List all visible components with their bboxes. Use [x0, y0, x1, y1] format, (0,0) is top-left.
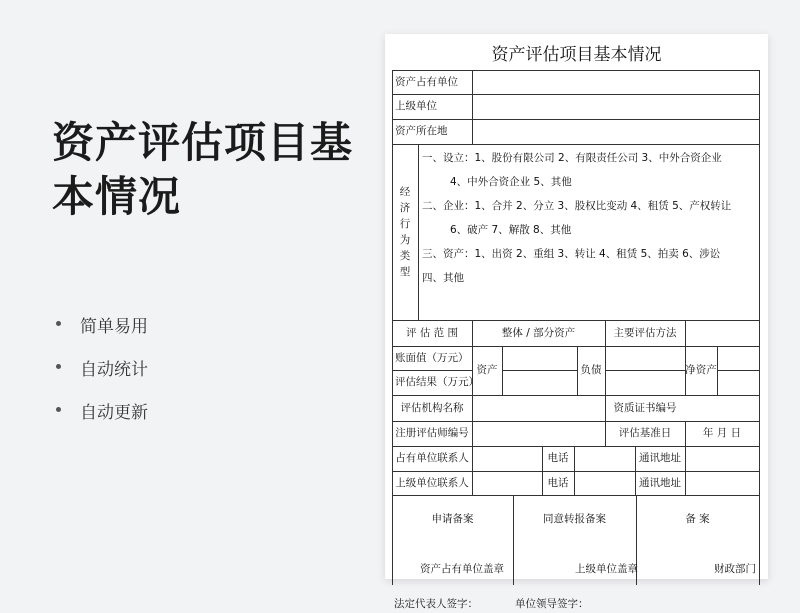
- econ-line: 三、资产：1、出资 2、重组 3、转让 4、租赁 5、拍卖 6、涉讼: [422, 247, 721, 260]
- label-finance-dept: 财政部门: [714, 562, 756, 575]
- form-grid: [392, 70, 760, 610]
- label-eval-org: 评估机构名称: [400, 401, 464, 414]
- label-phone: 电话: [547, 452, 569, 465]
- label-appraiser-no: 注册评估师编号: [395, 427, 469, 440]
- econ-line: 6、破产 7、解散 8、其他: [450, 223, 572, 236]
- feature-list: [56, 312, 148, 441]
- label-leader-sign: 单位领导签字：: [515, 597, 589, 610]
- label-owner-seal: 资产占有单位盖章: [420, 562, 504, 575]
- label-econ-type: 经 济 行 为 类 型: [399, 186, 411, 278]
- label-asset-location: 资产所在地: [395, 125, 448, 138]
- econ-line: 一、设立：1、股份有限公司 2、有限责任公司 3、中外合资企业: [422, 151, 722, 164]
- econ-line: 四、其他: [422, 271, 464, 284]
- label-owner-contact: 占有单位联系人: [395, 452, 469, 465]
- label-book-value: 账面值（万元）: [395, 351, 469, 364]
- label-assets: 资产: [476, 364, 498, 377]
- label-legal-rep-sign: 法定代表人签字：: [394, 597, 478, 610]
- feature-item: 自动更新: [56, 398, 148, 441]
- label-base-date: 评估基准日: [618, 427, 672, 440]
- base-date-value: 年 月 日: [702, 427, 742, 440]
- label-phone: 电话: [547, 476, 569, 489]
- label-apply-filing: 申请备案: [431, 512, 474, 525]
- label-superior-unit: 上级单位: [395, 100, 437, 113]
- econ-line: 4、中外合资企业 5、其他: [450, 175, 572, 188]
- label-filing: 备 案: [685, 512, 710, 525]
- hero-title: 资产评估项目基本情况: [52, 118, 354, 221]
- feature-item: 自动统计: [56, 355, 148, 398]
- scope-value: 整体 / 部分资产: [501, 326, 576, 339]
- label-cert-no: 资质证书编号: [613, 401, 677, 414]
- label-net-assets: 净资产: [685, 364, 717, 377]
- label-agree-forward: 同意转报备案: [543, 512, 606, 525]
- label-scope: 评 估 范 围: [405, 326, 458, 339]
- label-owner-unit: 资产占有单位: [395, 75, 458, 88]
- label-address: 通讯地址: [639, 476, 681, 489]
- label-eval-result: 评估结果（万元）: [395, 376, 479, 389]
- label-superior-contact: 上级单位联系人: [395, 476, 469, 489]
- label-method: 主要评估方法: [613, 326, 677, 339]
- form-preview: [385, 34, 768, 610]
- form-title: 资产评估项目基本情况: [491, 45, 662, 65]
- feature-item: 简单易用: [56, 312, 148, 355]
- label-superior-seal: 上级单位盖章: [575, 562, 638, 575]
- econ-line: 二、企业：1、合并 2、分立 3、股权比变动 4、租赁 5、产权转让: [422, 199, 732, 212]
- label-address: 通讯地址: [639, 452, 681, 465]
- label-liabilities: 负债: [580, 364, 602, 377]
